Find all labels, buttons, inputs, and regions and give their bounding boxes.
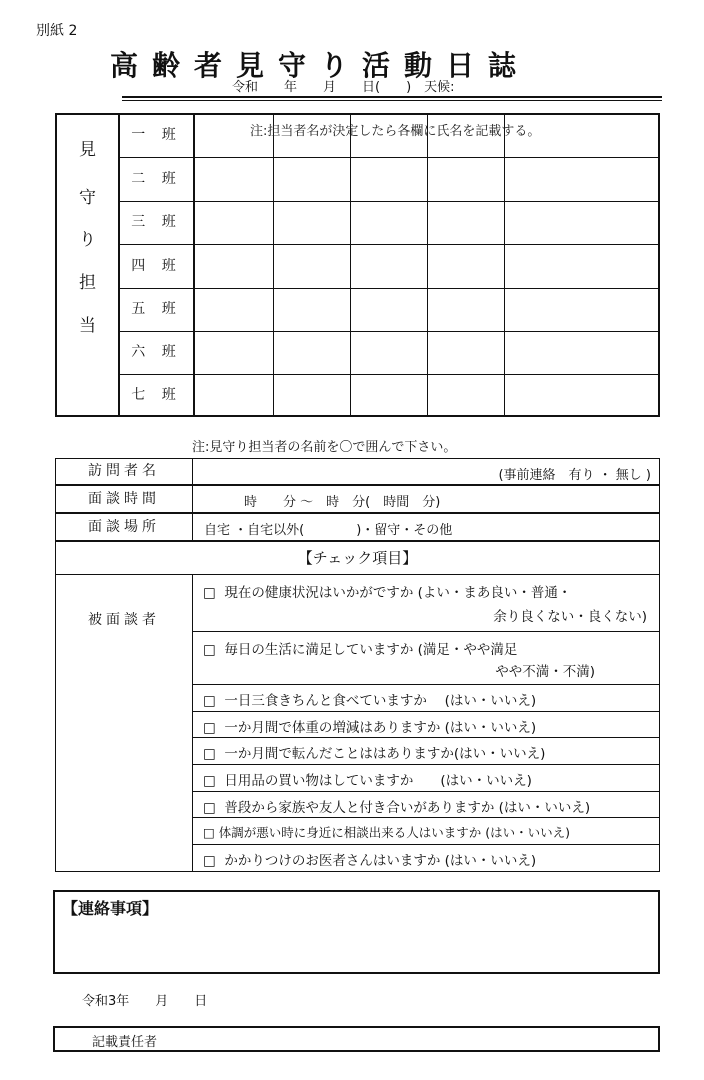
team-label: 一 班 — [120, 113, 195, 157]
date-weather-line: 令和 年 月 日( ) 天候: — [232, 80, 455, 95]
place-row — [55, 513, 660, 541]
team-label: 五 班 — [120, 288, 195, 331]
row-divider — [120, 288, 660, 289]
check-item[interactable] — [193, 632, 660, 685]
duty-note: 注:担当者名が決定したら各欄に氏名を記載する。 — [250, 124, 541, 139]
place-label: 面談場所 — [56, 514, 193, 540]
row-divider — [120, 374, 660, 375]
time-value[interactable]: 時 分 〜 時 分( 時間 分) — [244, 495, 441, 510]
team-label: 七 班 — [120, 374, 195, 417]
duty-label-char: り — [79, 230, 96, 250]
place-value[interactable]: 自宅 ・自宅以外( )・留守・その他 — [204, 523, 453, 538]
check-item[interactable] — [193, 685, 660, 712]
check-item-text: □ 一か月間で転んだことははありますか(はい・いいえ) — [203, 746, 546, 762]
visitor-value[interactable]: (事前連絡 有り ・ 無し ) — [498, 468, 651, 483]
check-item-text: □ 日用品の買い物はしていますか (はい・いいえ) — [203, 773, 532, 789]
time-row — [55, 485, 660, 513]
check-item[interactable] — [193, 712, 660, 738]
duty-label-char: 守 — [79, 188, 96, 208]
check-item-text: □ かかりつけのお医者さんはいますか (はい・いいえ) — [203, 853, 537, 869]
check-item-text: □ 普段から家族や友人と付き合いがありますか (はい・いいえ) — [203, 800, 591, 816]
contact-notes-title: 【連絡事項】 — [62, 899, 159, 918]
row-divider — [120, 244, 660, 245]
check-item[interactable] — [193, 818, 660, 845]
visitor-label: 訪問者名 — [56, 459, 193, 484]
column-divider — [273, 113, 274, 417]
duty-label-char: 担 — [79, 273, 96, 293]
time-label: 面談時間 — [56, 486, 193, 512]
column-divider — [504, 113, 505, 417]
team-label: 三 班 — [120, 201, 195, 244]
annex-label: 別紙 2 — [36, 23, 78, 39]
check-item-options: 余り良くない・良くない) — [493, 609, 647, 625]
title-rule-thin — [122, 100, 662, 101]
row-divider — [120, 201, 660, 202]
check-item[interactable] — [193, 765, 660, 792]
check-item-text: □ 体調が悪い時に身近に相談出来る人はいますか (はい・いいえ) — [203, 825, 571, 840]
check-heading: 【チェック項目】 — [55, 541, 660, 575]
check-item-text: □ 一か月間で体重の増減はありますか (はい・いいえ) — [203, 720, 537, 736]
title-rule — [122, 96, 662, 98]
team-label: 六 班 — [120, 331, 195, 374]
circle-note: 注:見守り担当者の名前を〇で囲んで下さい。 — [192, 440, 457, 455]
team-label: 二 班 — [120, 157, 195, 201]
check-item-text: □ 一日三食きちんと食べていますか (はい・いいえ) — [203, 693, 537, 709]
check-item[interactable] — [193, 792, 660, 818]
check-item[interactable] — [193, 738, 660, 765]
check-item-options: やや不満・不満) — [495, 664, 595, 680]
interviewee-cell — [55, 575, 193, 872]
duty-label-char: 当 — [79, 316, 96, 336]
duty-label-char: 見 — [79, 140, 96, 160]
check-item[interactable] — [193, 845, 660, 872]
row-divider — [120, 331, 660, 332]
column-divider — [427, 113, 428, 417]
check-item[interactable] — [193, 575, 660, 632]
row-divider — [120, 157, 660, 158]
recorder-label: 記載責任者 — [92, 1035, 158, 1050]
check-item-text: □ 毎日の生活に満足していますか (満足・やや満足 — [203, 642, 518, 658]
record-date: 令和3年 月 日 — [82, 994, 208, 1009]
column-divider — [350, 113, 351, 417]
visitor-row — [55, 458, 660, 485]
page-title: 高齢者見守り活動日誌 — [110, 49, 531, 82]
interviewee-label: 被面談者 — [88, 612, 160, 628]
team-label: 四 班 — [120, 244, 195, 288]
check-item-text: □ 現在の健康状況はいかがですか (よい・まあ良い・普通・ — [203, 585, 572, 601]
duty-label-column — [55, 113, 120, 417]
